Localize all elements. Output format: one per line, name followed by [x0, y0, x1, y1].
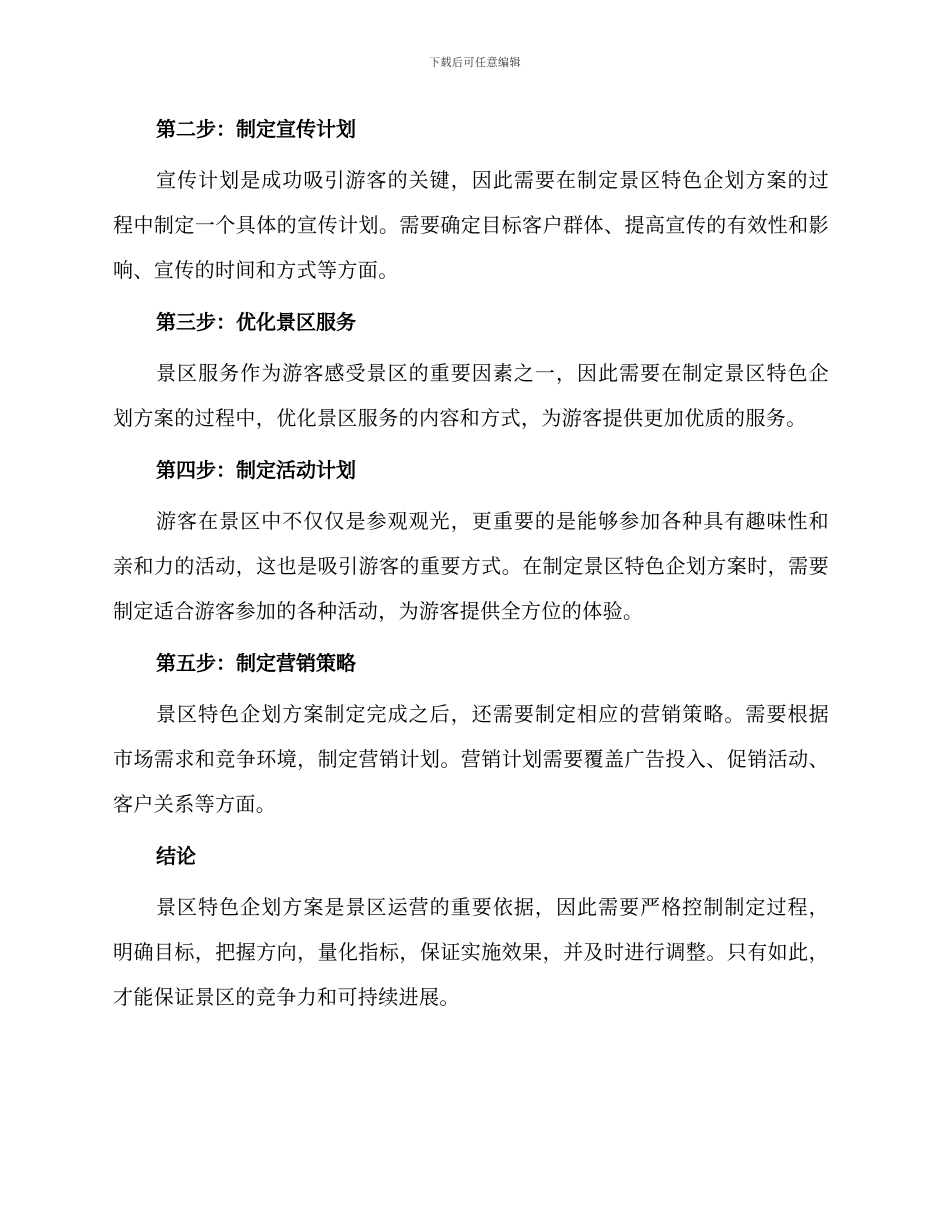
section-paragraph-step5: 景区特色企划方案制定完成之后，还需要制定相应的营销策略。需要根据市场需求和竞争环境，制定营销计划。营销计划需要覆盖广告投入、促销活动、客户关系等方面。 — [113, 702, 829, 816]
section-paragraph-step4: 游客在景区中不仅仅是参观观光，更重要的是能够参加各种具有趣味性和亲和力的活动，这也是吸引游客的重要方式。在制定景区特色企划方案时，需要制定适合游客参加的各种活动，为游客提供全方位的体验。 — [113, 509, 829, 623]
page-header: 下载后可任意编辑 — [429, 56, 521, 69]
section-heading-step5: 第五步：制定营销策略 — [156, 651, 356, 675]
section-paragraph-step2: 宣传计划是成功吸引游客的关键，因此需要在制定景区特色企划方案的过程中制定一个具体的宣传计划。需要确定目标客户群体、提高宣传的有效性和影响、宣传的时间和方式等方面。 — [113, 168, 829, 282]
section-paragraph-conclusion: 景区特色企划方案是景区运营的重要依据，因此需要严格控制制定过程，明确目标，把握方向，量化指标，保证实施效果，并及时进行调整。只有如此，才能保证景区的竞争力和可持续进展。 — [113, 895, 829, 1009]
document-body — [113, 112, 829, 1032]
section-heading-step2: 第二步：制定宣传计划 — [156, 117, 356, 141]
section-heading-step3: 第三步：优化景区服务 — [156, 310, 356, 334]
section-heading-conclusion: 结论 — [156, 844, 196, 868]
section-paragraph-step3: 景区服务作为游客感受景区的重要因素之一，因此需要在制定景区特色企划方案的过程中，优化景区服务的内容和方式，为游客提供更加优质的服务。 — [113, 361, 829, 430]
section-heading-step4: 第四步：制定活动计划 — [156, 458, 356, 482]
